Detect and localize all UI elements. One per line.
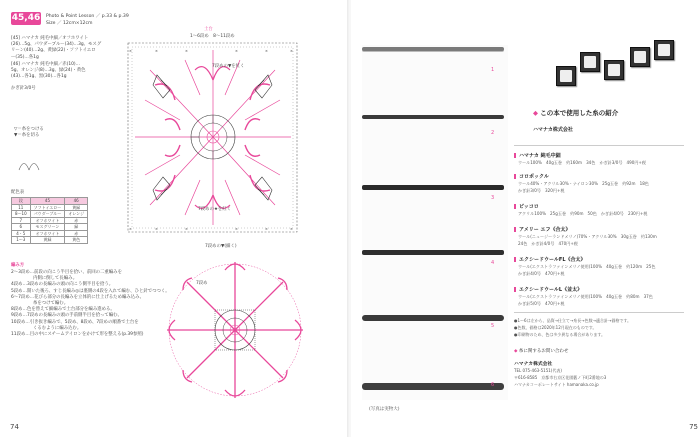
- contact-website[interactable]: ハマナカコーポレートサイト hamanaka.co.jp: [514, 382, 599, 387]
- yarn-swatch-6: [362, 383, 504, 390]
- svg-text:×: ×: [129, 227, 132, 231]
- section-title-text: この本で使用した糸の紹介: [540, 109, 619, 117]
- yarn-spec: ウール(エクストラファインメリノ使用)100% 40g玉巻 約80m 37色: [518, 294, 653, 299]
- table-cell: オレンジ: [65, 211, 88, 218]
- method-line: 10段め…引き抜き編みで、5段め、8段め、7段めの順番で土台を: [11, 319, 139, 325]
- size-label: Size ／ 12cm×12cm: [46, 21, 93, 26]
- note-line: ●1〜6は左から、品質→仕立て→糸長→色数→適合針→価格です。: [514, 318, 632, 323]
- yarn-swatch-2: [362, 115, 504, 119]
- table-cell: 7: [12, 217, 31, 224]
- yarn-name: ハマナカ 純毛中細: [514, 152, 561, 159]
- method-line: 内側に倒して長編み。: [11, 276, 78, 282]
- chart-top-label: 1〜6段め 8〜11段め: [190, 34, 235, 39]
- left-page: [0, 0, 349, 437]
- yarn-spec: かぎ針3/0号 320円+税: [518, 188, 565, 193]
- swatch-label: 4: [491, 260, 495, 266]
- swatch-label: 3: [491, 195, 495, 201]
- face-coaster-icon: [630, 47, 650, 67]
- bottom-chart-label: 7段め: [196, 281, 208, 286]
- svg-text:×: ×: [235, 49, 238, 53]
- method-line: 5段め…開いた後ろ、すじ長編み◎は裏側の4段を入れて編む、ひと針でつつく。: [11, 288, 170, 294]
- legend-item: ▼＝糸を切る: [14, 133, 40, 139]
- yarn-spec: アクリル100% 25g玉巻 約90m 50色 かぎ針4/0号 230円+税: [518, 211, 648, 216]
- yarn-name: エクシードウールL《並太》: [514, 286, 582, 293]
- color-table-title: 配色表: [11, 190, 25, 195]
- flower-coaster-icon: [604, 60, 624, 80]
- note-line: ●色数、価格は2020年12月現在のものです。: [514, 325, 597, 330]
- bird-coaster-icon: [580, 52, 600, 72]
- yarn-swatch-5: [362, 315, 504, 321]
- yarn-spec: かぎ針5/0号 470円+税: [518, 301, 565, 306]
- svg-text:×: ×: [290, 227, 293, 231]
- table-header: 45: [30, 198, 65, 205]
- section-title: [533, 108, 618, 117]
- materials-45: [11, 36, 101, 61]
- yarn-spec: ウール100% 40g玉巻 約160m 34色 かぎ針3/0号 490円+税: [518, 160, 646, 165]
- method-line: 8段め…色を替えて細編みで土台部分を編み進める。: [11, 307, 115, 313]
- table-cell: 8〜10: [12, 211, 31, 218]
- table-cell: オフホワイト: [30, 230, 65, 237]
- table-cell: 11: [12, 204, 31, 211]
- material-line: リーン(40)…2g、黄緑(22)・ソフトイエロ: [11, 48, 96, 54]
- yarn-photo: [362, 45, 508, 400]
- table-row: [12, 230, 88, 237]
- material-line: [45] ハマナカ 純毛中細／オフホワイト: [11, 36, 89, 41]
- yarn-swatch-4: [362, 250, 504, 255]
- page-number-right: 75: [689, 423, 698, 431]
- yarn-spec: かぎ針4/0号 470円+税: [518, 271, 565, 276]
- svg-text:×: ×: [290, 49, 293, 53]
- yarn-spec: ウール(エクストラファインメリノ使用)100% 40g玉巻 約120m 25色: [518, 264, 656, 269]
- yarn-spec: ウール(ニュージーランドメリノ)70%・アクリル30% 30g玉巻 約130m: [518, 234, 657, 239]
- method-title: 編み方: [11, 263, 25, 268]
- material-line: ー(35)…各1g: [11, 54, 39, 60]
- yarn-name: コロポックル: [514, 173, 549, 180]
- table-row: [12, 204, 88, 211]
- method-text: [11, 270, 170, 338]
- yarn-swatch-3: [362, 185, 504, 190]
- svg-text:×: ×: [155, 49, 158, 53]
- material-line: [46] ハマナカ 純毛中細／赤(10)…: [11, 62, 81, 67]
- svg-text:×: ×: [265, 49, 268, 53]
- svg-text:×: ×: [185, 227, 188, 231]
- table-cell: 黄緑: [30, 237, 65, 244]
- table-cell: 6: [12, 224, 31, 231]
- yarn-name: ピッコロ: [514, 203, 539, 210]
- table-cell: オフホワイト: [30, 217, 65, 224]
- yarn-name: アメリー エフ《合太》: [514, 226, 570, 233]
- table-cell: パウダーブルー: [30, 211, 65, 218]
- contact-tel: TEL 075-463-5151(代表): [514, 368, 562, 373]
- stitch-symbol-icon: [14, 155, 44, 175]
- method-line: くるむように編み込む。: [11, 325, 82, 331]
- svg-text:×: ×: [155, 227, 158, 231]
- note-line: ●印刷物のため、色は多少異なる場合があります。: [514, 332, 606, 337]
- color-table: [11, 197, 88, 244]
- divider: [514, 145, 684, 146]
- hook-size: かぎ針3/0号: [11, 86, 36, 91]
- table-row: [12, 211, 88, 218]
- table-cell: 黄色: [65, 237, 88, 244]
- table-cell: 緑: [65, 224, 88, 231]
- legend-item: ▽＝糸をつける: [14, 127, 44, 132]
- svg-text:×: ×: [235, 227, 238, 231]
- table-cell: 黄緑: [65, 204, 88, 211]
- table-header: 46: [65, 198, 88, 205]
- swatch-label: 2: [491, 130, 495, 136]
- method-line: 4段め…3段めの長編みの頭の向こう側半目を拾う。: [11, 282, 114, 288]
- method-line: 2〜3段め…前段の向こう半目を拾い、前回の二重編みを: [11, 270, 122, 275]
- yarn-spec: ウール40%・アクリル30%・ナイロン30% 25g玉巻 約92m 18色: [518, 181, 649, 186]
- symbol-legend: [14, 127, 44, 139]
- material-line: (43)…各1g、黒(30)…各1g: [11, 74, 67, 80]
- table-header: 段: [12, 198, 31, 205]
- material-line: 5g、オレンジ(8)…3g、緑(24)・黄色: [11, 68, 86, 74]
- chart-title: 土台: [204, 27, 213, 32]
- contact-address: 〒616-8585 京都市右京区花園藪ノ下町2番地の3: [514, 375, 607, 380]
- method-line: 11段め…目の中にスチームアイロンをかけて形を整える(p.39参照): [11, 332, 144, 338]
- sheep-coaster-icon: [654, 40, 674, 60]
- cat-coaster-icon: [556, 66, 576, 86]
- inquiry-title-text: 糸に関するお問い合わせ: [518, 349, 569, 354]
- inquiry-title: [514, 348, 568, 354]
- chart-bottom-label: 7段めの★を紅く: [198, 207, 232, 212]
- divider: [514, 312, 684, 313]
- yarn-spec: 24色 かぎ針4/0号 470円+税: [518, 241, 578, 246]
- svg-text:×: ×: [185, 49, 188, 53]
- company-name: ハマナカ株式会社: [533, 127, 573, 133]
- chart-mid-label: 7段めの▼を紅く: [212, 64, 245, 69]
- table-cell: 4・5: [12, 230, 31, 237]
- table-cell: 赤: [65, 217, 88, 224]
- yarn-swatch-1: [362, 47, 504, 51]
- join-label: 7段めの▼(細く): [205, 244, 237, 249]
- pattern-number-badge: 45,46: [11, 13, 41, 23]
- table-cell: 1〜3: [12, 237, 31, 244]
- page-number-left: 74: [10, 423, 19, 431]
- diamond-icon: ◆: [533, 109, 541, 117]
- method-line: 6〜7段め…花びら部分の長編みを立体的に仕上げるため編み込み、: [11, 294, 145, 300]
- method-line: 9段め…7段めの長編みの頭の手前側半目を拾って編む。: [11, 313, 122, 319]
- table-cell: ソフトイエロー: [30, 204, 65, 211]
- method-line: 糸をつけて編む。: [11, 301, 69, 307]
- swatch-label: 1: [491, 67, 495, 73]
- yarn-name: エクシードウールFL《合太》: [514, 256, 586, 263]
- table-row: [12, 237, 88, 244]
- table-cell: 赤: [65, 230, 88, 237]
- materials-46: [11, 62, 85, 81]
- lesson-reference: Photo & Point Lesson ／ p.33 & p.39: [46, 14, 129, 19]
- flower-crochet-chart: [155, 250, 315, 410]
- svg-text:×: ×: [265, 227, 268, 231]
- svg-text:×: ×: [129, 49, 132, 53]
- photo-caption: (写真は実物大): [369, 407, 400, 412]
- diamond-icon: ◆: [514, 349, 519, 354]
- material-line: (26)…5g、パウダーブルー(34)…3g、モスグ: [11, 42, 102, 48]
- swatch-label: 5: [491, 323, 495, 329]
- swatch-label: 6: [491, 382, 495, 388]
- table-cell: モスグリーン: [30, 224, 65, 231]
- contact-company: ハマナカ株式会社: [514, 362, 553, 367]
